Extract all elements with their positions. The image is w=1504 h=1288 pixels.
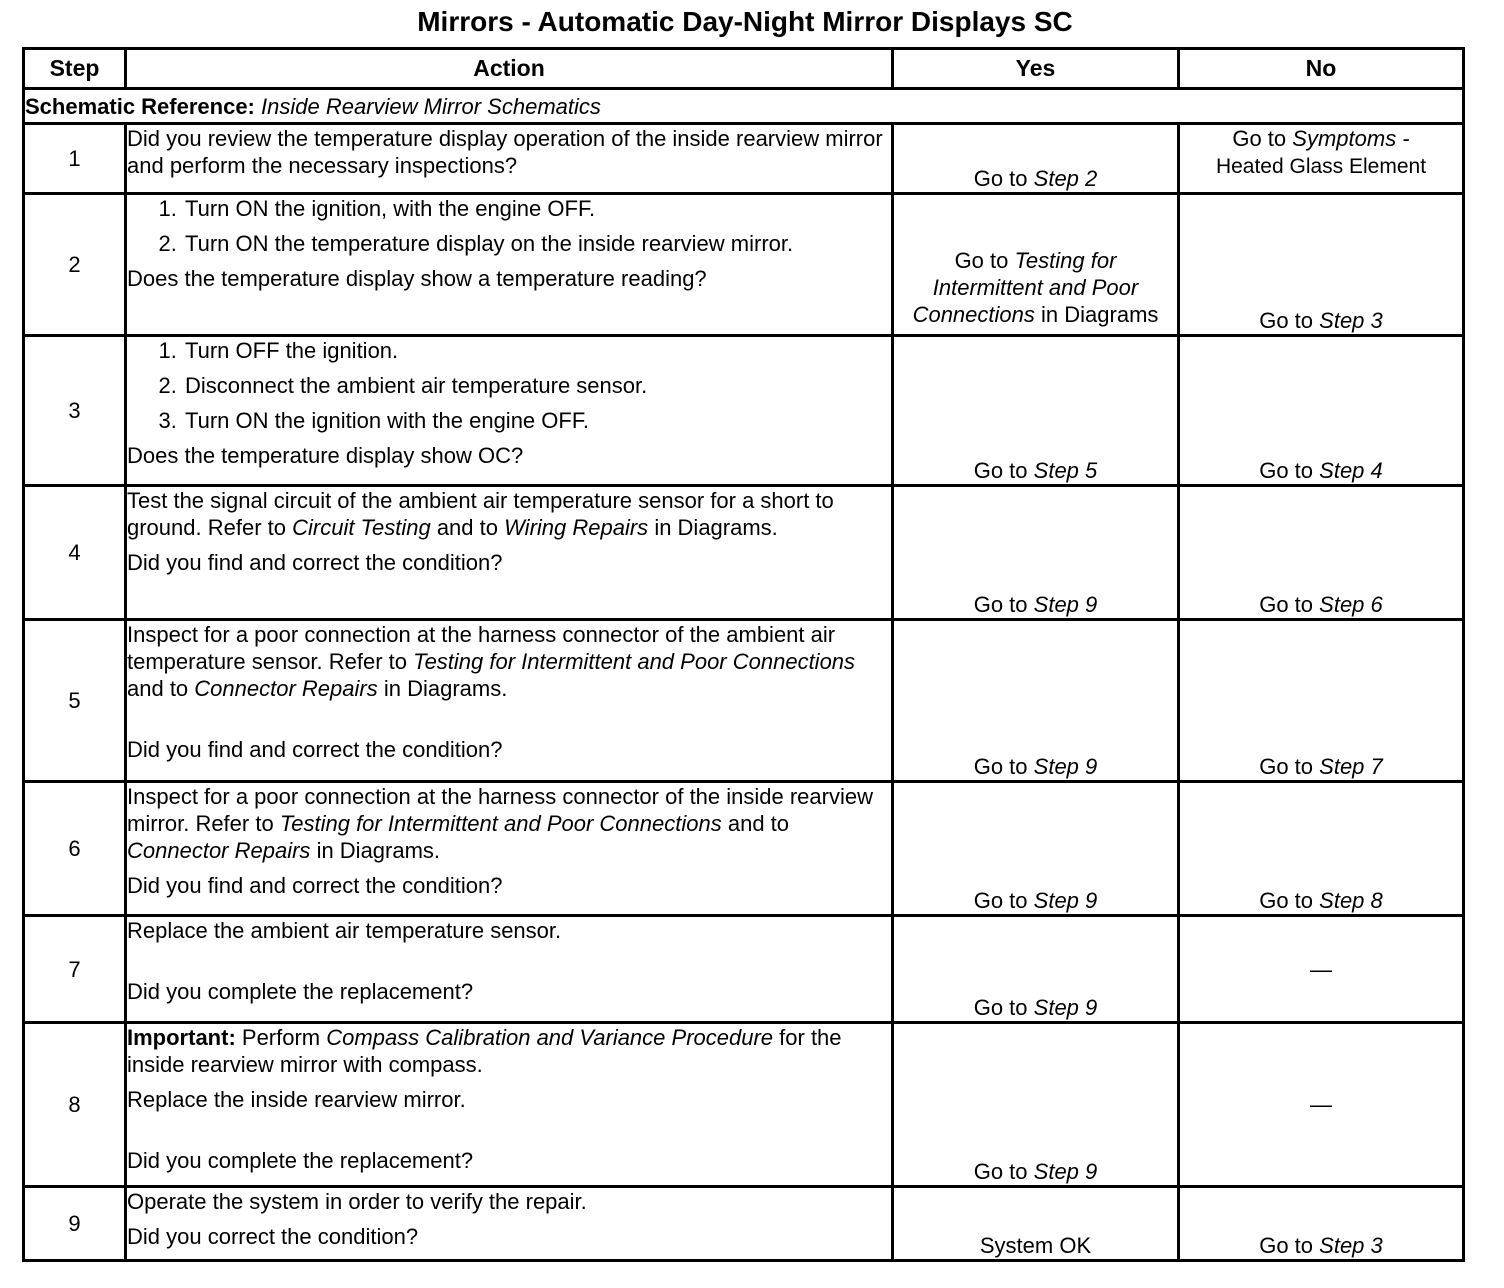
no-link[interactable]: Step 8 <box>1319 888 1383 913</box>
reference-link[interactable]: Circuit Testing <box>292 515 431 540</box>
no-cell <box>1179 336 1464 486</box>
schematic-row <box>24 89 1464 124</box>
action-text-part: and to <box>727 811 790 836</box>
action-text <box>127 621 891 702</box>
action-cell <box>126 916 893 1023</box>
yes-cell <box>893 486 1179 620</box>
action-text-part: Inspect for a poor connection at the harness connector of the inside rearview mirror. Refer to <box>127 784 873 836</box>
action-cell <box>126 336 893 486</box>
in-text: in <box>1041 302 1059 327</box>
question-text: Did you find and correct the condition? <box>127 737 503 762</box>
action-text-part: Test the signal circuit of the ambient air temperature sensor for a short to ground. Refer to <box>127 488 834 540</box>
action-text-part: in Diagrams. <box>316 838 441 863</box>
step-number: 9 <box>24 1187 126 1261</box>
go-to-text: Go to <box>973 458 1028 483</box>
question-text: Did you correct the condition? <box>127 1224 419 1249</box>
go-to-text: Go to <box>973 166 1028 191</box>
no-cell <box>1179 620 1464 782</box>
step-number: 6 <box>24 782 126 916</box>
action-text-part: in Diagrams. <box>383 676 508 701</box>
list-item: 3. Turn ON the ignition with the engine OFF. <box>183 407 891 434</box>
step-number: 3 <box>24 336 126 486</box>
important-note <box>127 1024 891 1078</box>
reference-link[interactable]: Compass Calibration and Variance Procedure <box>326 1025 774 1050</box>
action-cell <box>126 1023 893 1187</box>
schematic-link[interactable]: Inside Rearview Mirror Schematics <box>261 93 601 119</box>
action-text: Replace the inside rearview mirror. <box>127 1087 466 1112</box>
question-text: Did you complete the replacement? <box>127 1148 474 1173</box>
table-row <box>24 486 1464 620</box>
header-step: Step <box>24 49 126 89</box>
yes-link[interactable]: Step 9 <box>1033 888 1098 913</box>
go-to-text: Go to <box>1259 1233 1314 1258</box>
yes-cell <box>893 336 1179 486</box>
reference-link[interactable]: Testing for Intermittent and Poor Connections <box>279 811 722 836</box>
go-to-text: Go to <box>954 248 1009 273</box>
yes-link[interactable]: Step 9 <box>1033 995 1098 1020</box>
question-text: Does the temperature display show a temperature reading? <box>127 266 707 291</box>
header-row <box>24 49 1464 89</box>
yes-cell <box>893 194 1179 336</box>
yes-cell <box>893 124 1179 194</box>
list-item: 1. Turn OFF the ignition. <box>183 337 891 364</box>
yes-link[interactable]: Step 9 <box>1033 592 1098 617</box>
header-no: No <box>1179 49 1464 89</box>
action-cell <box>126 620 893 782</box>
list-item: 1. Turn ON the ignition, with the engine OFF. <box>183 195 891 222</box>
action-text-part: and to <box>127 676 189 701</box>
yes-text: System OK <box>979 1233 1092 1258</box>
yes-link[interactable]: Step 5 <box>1033 458 1098 483</box>
go-to-text: Go to <box>973 995 1028 1020</box>
no-cell <box>1179 194 1464 336</box>
no-cell <box>1179 1187 1464 1261</box>
no-link[interactable]: Symptoms - <box>1292 126 1410 151</box>
go-to-text: Go to <box>1259 308 1314 333</box>
no-dash: — <box>1310 1092 1332 1117</box>
list-item: 2. Disconnect the ambient air temperature sensor. <box>183 372 891 399</box>
header-action: Action <box>126 49 893 89</box>
no-cell <box>1179 486 1464 620</box>
action-cell <box>126 1187 893 1261</box>
instruction-list <box>127 195 891 257</box>
table-row <box>24 916 1464 1023</box>
reference-link[interactable]: Wiring Repairs <box>504 515 649 540</box>
yes-cell <box>893 620 1179 782</box>
go-to-text: Go to <box>973 592 1028 617</box>
no-link[interactable]: Step 7 <box>1319 754 1383 779</box>
yes-cell <box>893 916 1179 1023</box>
no-cell <box>1179 1023 1464 1187</box>
yes-cell <box>893 1187 1179 1261</box>
no-link[interactable]: Step 6 <box>1319 592 1383 617</box>
action-text-part: in Diagrams. <box>654 515 778 540</box>
important-label: Important: <box>127 1025 236 1050</box>
action-text: Replace the ambient air temperature sensor. <box>127 918 562 943</box>
reference-link[interactable]: Testing for Intermittent and Poor Connections <box>413 649 856 674</box>
reference-link[interactable]: Connector Repairs <box>194 676 378 701</box>
no-link[interactable]: Step 4 <box>1319 458 1383 483</box>
question-text: Did you find and correct the condition? <box>127 550 503 575</box>
action-text <box>127 487 891 541</box>
header-yes: Yes <box>893 49 1179 89</box>
step-number: 4 <box>24 486 126 620</box>
table-row <box>24 1187 1464 1261</box>
go-to-text: Go to <box>973 754 1028 779</box>
go-to-text: Go to <box>1259 592 1314 617</box>
action-cell <box>126 486 893 620</box>
action-text-part: and to <box>436 515 498 540</box>
go-to-text: Go to <box>1259 458 1314 483</box>
action-cell <box>126 124 893 194</box>
reference-link[interactable]: Connector Repairs <box>127 838 311 863</box>
table-row <box>24 1023 1464 1187</box>
page-title: Mirrors - Automatic Day-Night Mirror Displays SC <box>417 6 1073 37</box>
action-text <box>127 783 891 864</box>
yes-cell <box>893 1023 1179 1187</box>
action-text-part: for the inside rearview mirror with compass. <box>127 1025 842 1077</box>
step-number: 2 <box>24 194 126 336</box>
go-to-text: Go to <box>973 888 1028 913</box>
no-dash: — <box>1310 956 1332 982</box>
yes-cell <box>893 782 1179 916</box>
action-text: Did you review the temperature display operation of the inside rearview mirror and perform the necessary inspections? <box>127 126 883 178</box>
table-row <box>24 620 1464 782</box>
schematic-reference <box>24 89 1464 124</box>
schematic-label: Schematic Reference: <box>25 93 255 119</box>
table-row <box>24 124 1464 194</box>
diagrams-text: Diagrams <box>1064 302 1159 327</box>
instruction-list <box>127 337 891 434</box>
table-row <box>24 194 1464 336</box>
table-row <box>24 782 1464 916</box>
no-extra-text: Heated Glass Element <box>1215 155 1427 178</box>
question-text: Did you complete the replacement? <box>127 979 474 1004</box>
go-to-text: Go to <box>1259 754 1314 779</box>
go-to-text: Go to <box>1232 126 1287 151</box>
no-link[interactable]: Step 3 <box>1319 1233 1383 1258</box>
table-row <box>24 336 1464 486</box>
action-text-part: Inspect for a poor connection at the harness connector of the ambient air temperature sensor. Refer to <box>127 622 836 674</box>
no-cell <box>1179 916 1464 1023</box>
step-number: 1 <box>24 124 126 194</box>
diagnostic-table <box>22 47 1465 1262</box>
yes-link[interactable]: Step 9 <box>1033 754 1098 779</box>
no-link[interactable]: Step 3 <box>1319 308 1383 333</box>
list-item: 2. Turn ON the temperature display on the inside rearview mirror. <box>183 230 891 257</box>
step-number: 5 <box>24 620 126 782</box>
step-number: 8 <box>24 1023 126 1187</box>
step-number: 7 <box>24 916 126 1023</box>
action-cell <box>126 782 893 916</box>
no-cell <box>1179 782 1464 916</box>
question-text: Did you find and correct the condition? <box>127 873 503 898</box>
action-text: Operate the system in order to verify the repair. <box>127 1189 587 1214</box>
no-cell <box>1179 124 1464 194</box>
yes-link[interactable]: Step 2 <box>1033 166 1098 191</box>
question-text: Does the temperature display show OC? <box>127 443 524 468</box>
action-cell <box>126 194 893 336</box>
yes-link[interactable]: Step 9 <box>1033 1159 1098 1184</box>
yes-link[interactable]: Testing for Intermittent and Poor Connections <box>912 248 1139 327</box>
go-to-text: Go to <box>1259 888 1314 913</box>
action-text-part: Perform <box>241 1025 321 1050</box>
go-to-text: Go to <box>973 1159 1028 1184</box>
